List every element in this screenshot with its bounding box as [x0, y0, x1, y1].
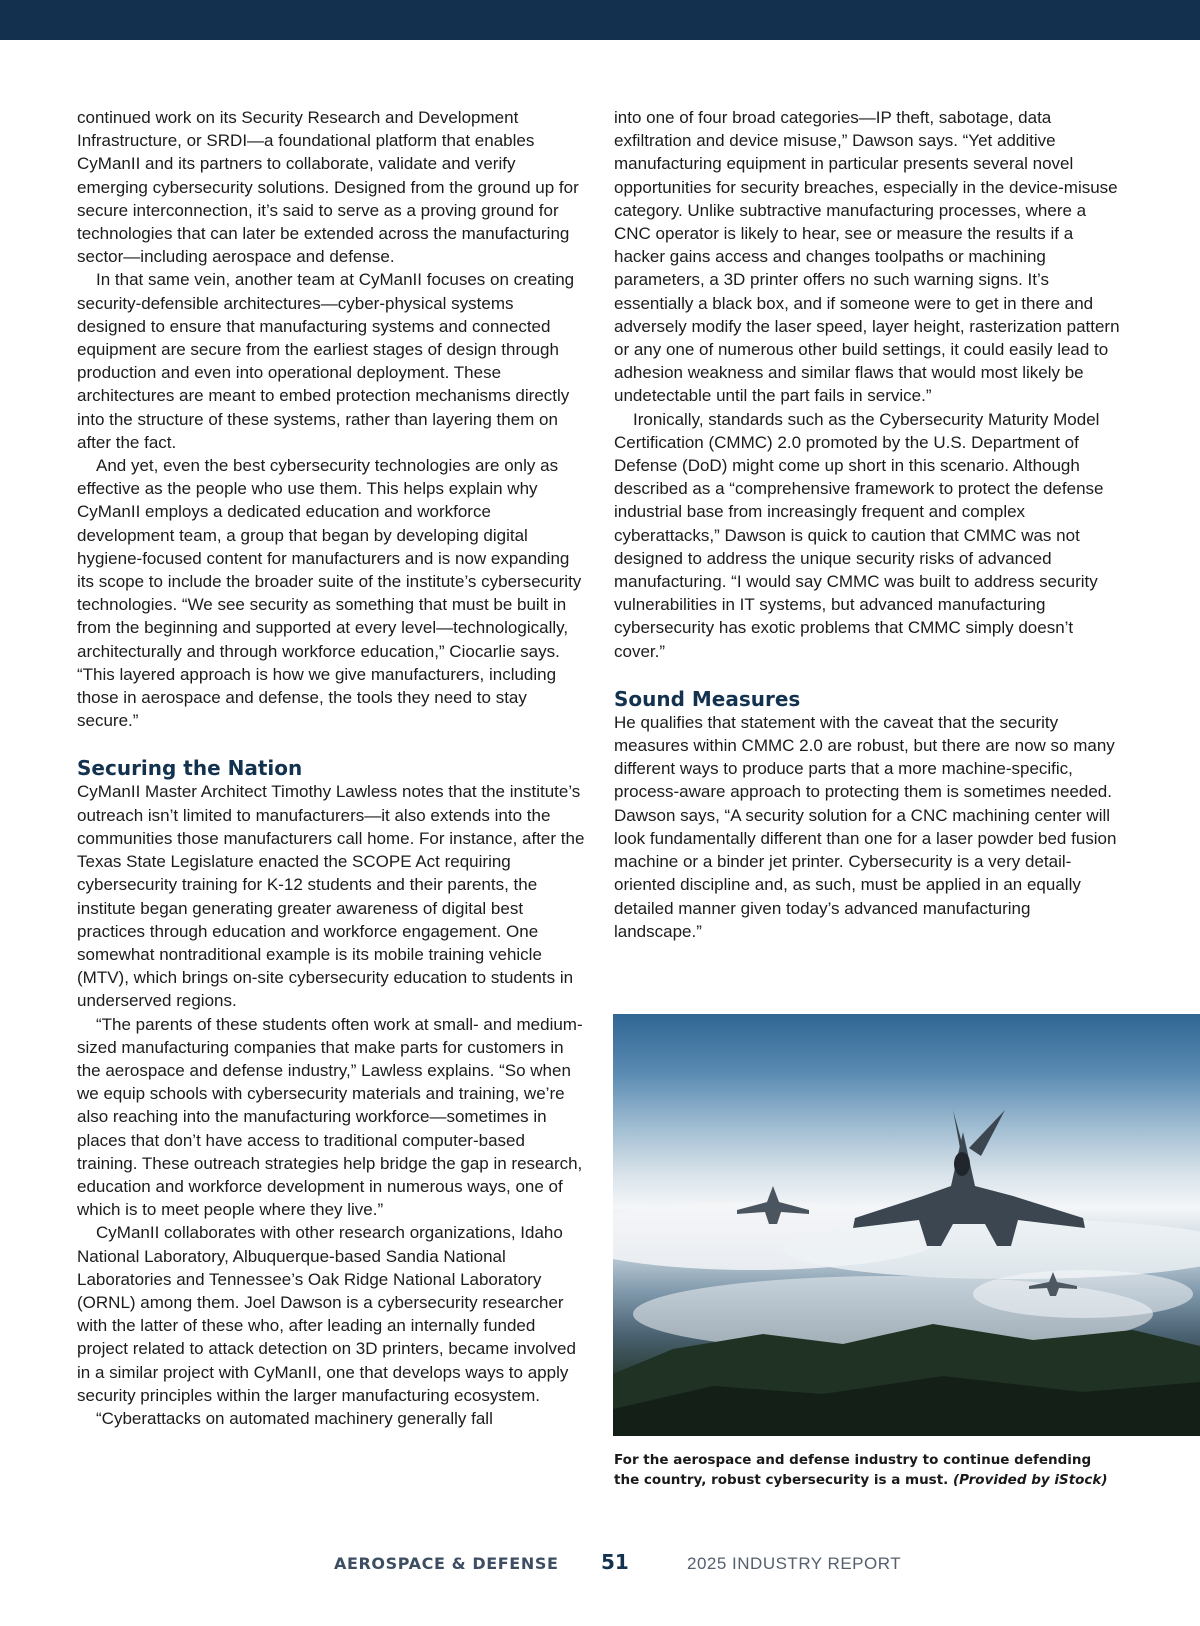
body-paragraph: “Cyberattacks on automated machinery generally fall	[96, 1408, 493, 1428]
section-heading-securing-the-nation: Securing the Nation	[77, 756, 303, 781]
body-paragraph: continued work on its Security Research and Development Infrastructure, or SRDI—a foundational platform that enables CyManII and its partners to collaborate, validate and verify emerging cybersecurity solutions. Designed from the ground up for secure interconnection, it’s said to serve as a proving ground for technologies that can later be extended across the manufacturing sector—including aerospace and defense.	[77, 108, 579, 267]
photo-illustration	[613, 1014, 1200, 1436]
left-column	[77, 106, 585, 1430]
photo-caption	[614, 1450, 1114, 1490]
body-paragraph: CyManII collaborates with other research organizations, Idaho National Laboratory, Albuquerque-based Sandia National Laboratories and Tennessee’s Oak Ridge National Laboratory (ORNL) among them. Joel Dawson is a cybersecurity researcher with the latter of these who, after leading an internally funded project related to attack detection on 3D printers, became involved in a similar project with CyManII, one that develops ways to apply security principles within the larger manufacturing ecosystem.	[77, 1223, 576, 1405]
body-paragraph: He qualifies that statement with the caveat that the security measures within CMMC 2.0 are robust, but there are now so many different ways to produce parts that a more machine-specific, process-aware approach to protecting them is sometimes needed. Dawson says, “A security solution for a CNC machining center will look fundamentally different than one for a laser powder bed fusion machine or a binder jet printer. Cybersecurity is a very detail-oriented discipline and, as such, must be applied in an equally detailed manner given today’s advanced manufacturing landscape.”	[614, 712, 1117, 941]
fighter-jets-photo	[613, 1014, 1200, 1436]
body-paragraph: CyManII Master Architect Timothy Lawless notes that the institute’s outreach isn’t limited to manufacturers—it also extends into the communities those manufacturers call home. For instance, after the Texas State Legislature enacted the SCOPE Act requiring cybersecurity training for K-12 students and their parents, the institute began generating greater awareness of digital best practices through education and workforce engagement. One somewhat nontraditional example is its mobile training vehicle (MTV), which brings on-site cybersecurity education to students in underserved regions.	[77, 782, 585, 1011]
header-bar	[0, 0, 1200, 40]
section-heading-sound-measures: Sound Measures	[614, 686, 801, 711]
body-paragraph: into one of four broad categories—IP theft, sabotage, data exfiltration and device misuse,” Dawson says. “Yet additive manufacturing equipment in particular presents several novel opportunities for security breaches, especially in the device-misuse category. Unlike subtractive manufacturing processes, where a CNC operator is likely to hear, see or measure the results if a hacker gains access and changes toolpaths or machining parameters, a 3D printer offers no such warning signs. It’s essentially a black box, and if someone were to get in there and adversely modify the laser speed, layer height, rasterization pattern or any one of numerous other build settings, it could easily lead to adhesion weakness and similar flaws that would most likely be undetectable until the part fails in service.”	[614, 108, 1120, 406]
body-paragraph: In that same vein, another team at CyManII focuses on creating security-defensible architectures—cyber-physical systems designed to ensure that manufacturing systems and connected equipment are secure from the earliest stages of design through production and even into operational deployment. These architectures are meant to embed protection mechanisms directly into the structure of these systems, rather than layering them on after the fact.	[77, 270, 575, 452]
footer-section-title: AEROSPACE & DEFENSE	[334, 1554, 559, 1573]
caption-text: For the aerospace and defense industry to continue defending the country, robust cybersecurity is a must.	[614, 1452, 1092, 1488]
page-number: 51	[601, 1550, 629, 1574]
right-column	[614, 106, 1122, 943]
body-paragraph: Ironically, standards such as the Cybersecurity Maturity Model Certification (CMMC) 2.0 promoted by the U.S. Department of Defense (DoD) might come up short in this scenario. Although described as a “comprehensive framework to protect the defense industrial base from increasingly frequent and complex cyberattacks,” Dawson is quick to caution that CMMC was not designed to address the unique security risks of advanced manufacturing. “I would say CMMC was built to address security vulnerabilities in IT systems, but advanced manufacturing cybersecurity has exotic problems that CMMC simply doesn’t cover.”	[614, 409, 1104, 661]
caption-credit: (Provided by iStock)	[953, 1472, 1108, 1488]
page-footer	[0, 1550, 1200, 1578]
body-paragraph: And yet, even the best cybersecurity technologies are only as effective as the people who use them. This helps explain why CyManII employs a dedicated education and workforce development team, a group that began by developing digital hygiene-focused content for manufacturers and is now expanding its scope to include the broader suite of the institute’s cybersecurity technologies. “We see security as something that must be built in from the beginning and supported at every level—technologically, architecturally and through workforce education,” Ciocarlie says. “This layered approach is how we give manufacturers, including those in aerospace and defense, the tools they need to stay secure.”	[77, 456, 582, 731]
body-paragraph: “The parents of these students often work at small- and medium-sized manufacturing companies that make parts for customers in the aerospace and defense industry,” Lawless explains. “So when we equip schools with cybersecurity materials and training, we’re also reaching into the manufacturing workforce—sometimes in places that don’t have access to traditional computer-based training. These outreach strategies help bridge the gap in research, education and workforce development in numerous ways, one of which is to meet people where they live.”	[77, 1014, 583, 1220]
footer-report-title: 2025 INDUSTRY REPORT	[687, 1554, 902, 1573]
